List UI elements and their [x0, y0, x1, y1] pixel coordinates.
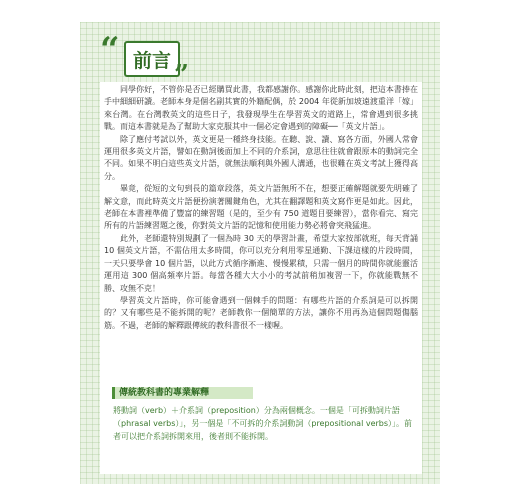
paragraph-1: 同學你好，不管你是否已經購買此書，我都感謝你。感謝你此時此刻，把這本書捧在手中細細研讀。老師本身是個名副其實的外籍配偶，於 2004 年從新加坡遠渡重洋「嫁」來台灣。在台灣教英文的這些日子，我發現學生在學習英文的道路上，常會遇到很多挑戰。而這本書就是為了幫助大家克服其中一個必定會遇到的障礙──「英文片語」。 [104, 85, 418, 132]
preface-body [104, 84, 418, 332]
paragraph-4: 此外，老師還特別規劃了一個為時 30 天的學習計畫，希望大家按部就班，每天背誦 10 個英文片語，不需佔用太多時間，你可以充分利用零星通勤、下課這樣的片段時間，一天只要學會 10 個片語，以此方式循序漸進、慢慢累積，只需一個月的時間你就能靈活運用這 300 個高頻率片語。每當各種大大小小的考試前稍加複習一下，你就能戰無不勝、攻無不克！ [104, 233, 418, 293]
page-title: 前言 [124, 41, 180, 77]
paragraph-5: 學習英文片語時，你可能會遇到一個棘手的問題：有哪些片語的介系詞是可以拆開的？又有哪些是不能拆開的呢？老師教你一個簡單的方法，讓你不用再為這個問題傷腦筋。不過，老師的解釋跟傳統的教科書很不一樣喔。 [104, 295, 418, 330]
section-heading: 傳統教科書的專業解釋 [119, 388, 210, 398]
paragraph-3: 畢竟，從短的文句到長的篇章段落，英文片語無所不在，想要正確解題就要先明確了解文意，而此時英文片語便扮演著關鍵角色，尤其在翻譯題和英文寫作更是如此。因此，老師在本書裡準備了豐富的練習題（是的，至少有 750 道題目要練習），當你看完、寫完所有的片語練習題之後，你對英文片語的記憶和使用能力勢必將會突飛猛進。 [104, 184, 418, 231]
close-quote-mark: ” [174, 60, 189, 90]
section-explanation: 將動詞（verb）＋介系詞（preposition）分為兩個概念。一個是「可拆動詞片語（phrasal verbs）」，另一個是「不可拆的介系詞動詞（prepositional verbs）」。前者可以把介系詞拆開來用，後者則不能拆開。 [113, 406, 413, 441]
open-quote-mark: “ [100, 30, 120, 70]
paragraph-2: 除了應付考試以外，英文更是一種終身技能。在聽、說、讀、寫各方面，外國人常會運用很多英文片語，譬如在動詞後面加上不同的介系詞，意思往往就會跟原本的動詞完全不同。如果不明白這些英文片語，就無法順利與外國人溝通，也很難在英文考試上獲得高分。 [104, 134, 418, 181]
